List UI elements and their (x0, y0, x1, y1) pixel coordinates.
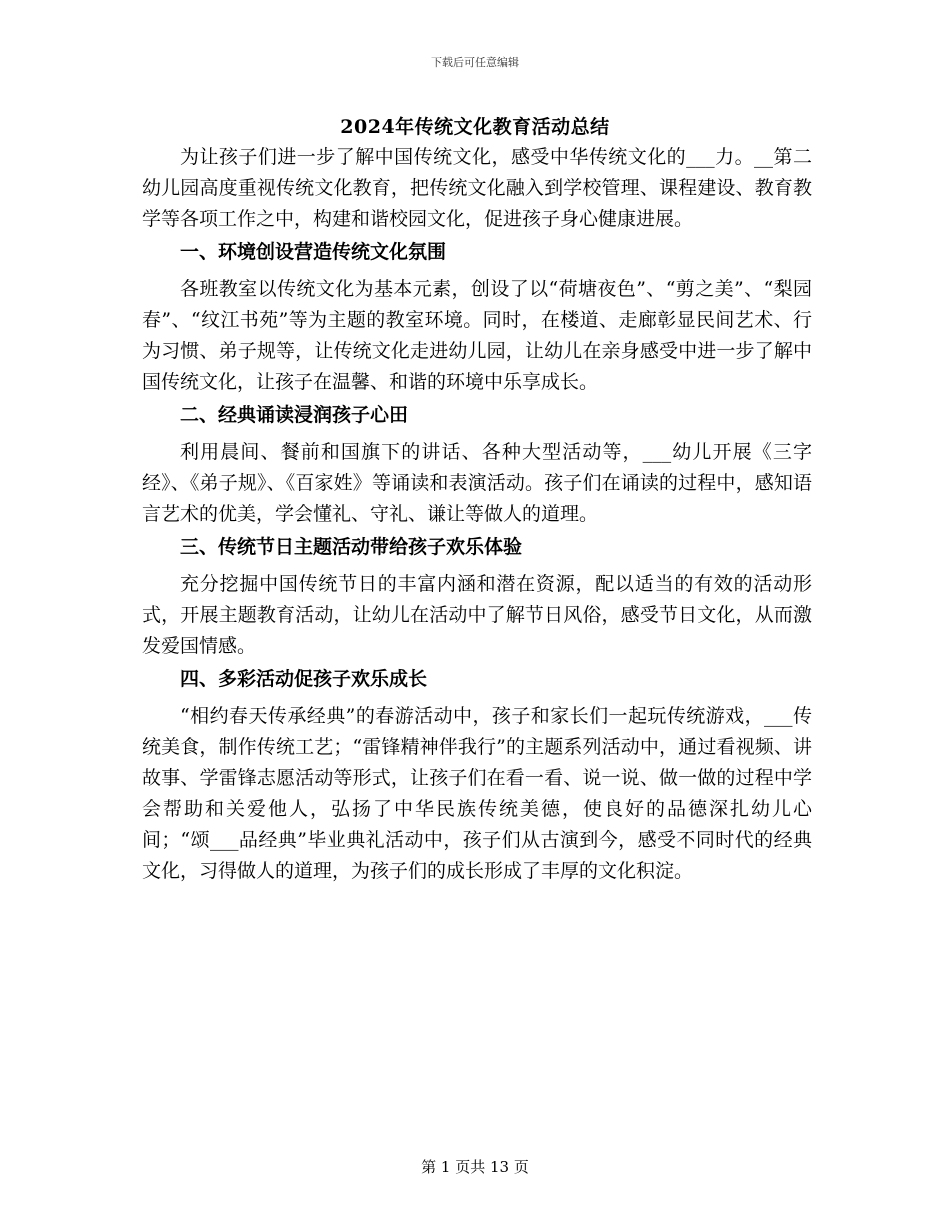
intro-paragraph: 为让孩子们进一步了解中国传统文化，感受中华传统文化的___力。__第二幼儿园高度重视传统文化教育，把传统文化融入到学校管理、课程建设、教育教学等各项工作之中，构建和谐校园文化，促进孩子身心健康进展。 (142, 146, 812, 230)
section-heading-2: 二、经典诵读浸润孩子心田 (180, 404, 409, 426)
section-paragraph-1: 各班教室以传统文化为基本元素，创设了以“荷塘夜色”、“剪之美”、“梨园春”、“纹江书苑”等为主题的教室环境。同时，在楼道、走廊彰显民间艺术、行为习惯、弟子规等，让传统文化走进幼儿园，让幼儿在亲身感受中进一步了解中国传统文化，让孩子在温馨、和谐的环境中乐享成长。 (142, 278, 812, 393)
document-body (142, 142, 812, 889)
header-note: 下载后可任意编辑 (431, 56, 519, 69)
section-heading-3: 三、传统节日主题活动带给孩子欢乐体验 (180, 536, 523, 558)
section-paragraph-4: “相约春天传承经典”的春游活动中，孩子和家长们一起玩传统游戏，___传统美食，制作传统工艺；“雷锋精神伴我行”的主题系列活动中，通过看视频、讲故事、学雷锋志愿活动等形式，让孩子们在看一看、说一说、做一做的过程中学会帮助和关爱他人，弘扬了中华民族传统美德，使良好的品德深扎幼儿心间；“颂___品经典”毕业典礼活动中，孩子们从古演到今，感受不同时代的经典文化，习得做人的道理，为孩子们的成长形成了丰厚的文化积淀。 (142, 705, 812, 882)
section-paragraph-2: 利用晨间、餐前和国旗下的讲话、各种大型活动等，___幼儿开展《三字经》、《弟子规》、《百家姓》等诵读和表演活动。孩子们在诵读的过程中，感知语言艺术的优美，学会懂礼、守礼、谦让等做人的道理。 (142, 441, 812, 525)
page-number-footer: 第 1 页共 13 页 (421, 1158, 529, 1176)
section-heading-4: 四、多彩活动促孩子欢乐成长 (180, 668, 428, 690)
section-heading-1: 一、环境创设营造传统文化氛围 (180, 241, 447, 263)
section-paragraph-3: 充分挖掘中国传统节日的丰富内涵和潜在资源，配以适当的有效的活动形式，开展主题教育活动，让幼儿在活动中了解节日风俗，感受节日文化，从而激发爱国情感。 (142, 573, 812, 657)
document-title: 2024年传统文化教育活动总结 (340, 116, 610, 138)
